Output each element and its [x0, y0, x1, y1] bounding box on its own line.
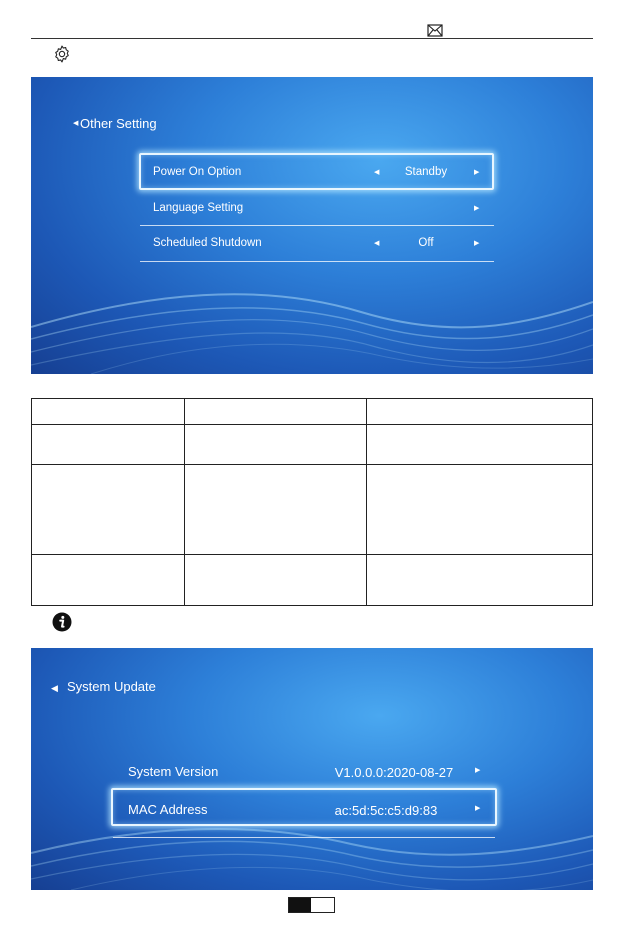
row-divider	[140, 261, 494, 262]
table-cell	[185, 555, 367, 606]
menu-row-label[interactable]: Scheduled Shutdown	[153, 237, 262, 249]
table-cell	[367, 555, 593, 606]
menu-row-label[interactable]: MAC Address	[128, 802, 208, 817]
other-setting-screen	[31, 77, 593, 374]
left-arrow-icon[interactable]: ◀	[374, 240, 380, 247]
right-arrow-icon[interactable]: ▶	[474, 240, 480, 247]
table-cell	[185, 465, 367, 555]
settings-table	[31, 398, 593, 606]
screen-title: Other Setting	[80, 116, 157, 131]
system-update-screen	[31, 648, 593, 890]
menu-row-value: ac:5d:5c:c5:d9:83	[334, 803, 438, 818]
page-indicator-fill	[289, 898, 311, 912]
table-cell	[32, 425, 185, 465]
table-cell	[185, 399, 367, 425]
table-cell	[367, 465, 593, 555]
menu-row-value: Standby	[404, 166, 448, 178]
row-divider	[113, 837, 495, 838]
page-indicator	[288, 897, 335, 913]
right-arrow-icon[interactable]: ▶	[474, 205, 480, 212]
menu-row-label[interactable]: Power On Option	[153, 166, 242, 178]
info-icon	[52, 612, 72, 632]
back-arrow-icon[interactable]: ◀	[51, 683, 58, 693]
table-cell	[32, 465, 185, 555]
right-arrow-icon[interactable]: ▶	[475, 767, 481, 774]
table-cell	[185, 425, 367, 465]
menu-row-label[interactable]: System Version	[128, 764, 219, 779]
table-cell	[367, 425, 593, 465]
menu-row-value: Off	[418, 237, 434, 249]
left-arrow-icon[interactable]: ◀	[374, 169, 380, 176]
table-cell	[32, 399, 185, 425]
back-arrow-icon[interactable]: ◀	[73, 120, 79, 127]
envelope-icon	[427, 24, 443, 37]
header-rule	[31, 38, 593, 39]
right-arrow-icon[interactable]: ▶	[475, 805, 481, 812]
screen-title: System Update	[67, 679, 156, 694]
menu-row-value: V1.0.0.0:2020-08-27	[334, 765, 454, 780]
table-cell	[367, 399, 593, 425]
table-cell	[32, 555, 185, 606]
right-arrow-icon[interactable]: ▶	[474, 169, 480, 176]
menu-row-label[interactable]: Language Setting	[153, 202, 244, 214]
gear-icon	[52, 44, 72, 64]
row-divider	[140, 225, 494, 226]
